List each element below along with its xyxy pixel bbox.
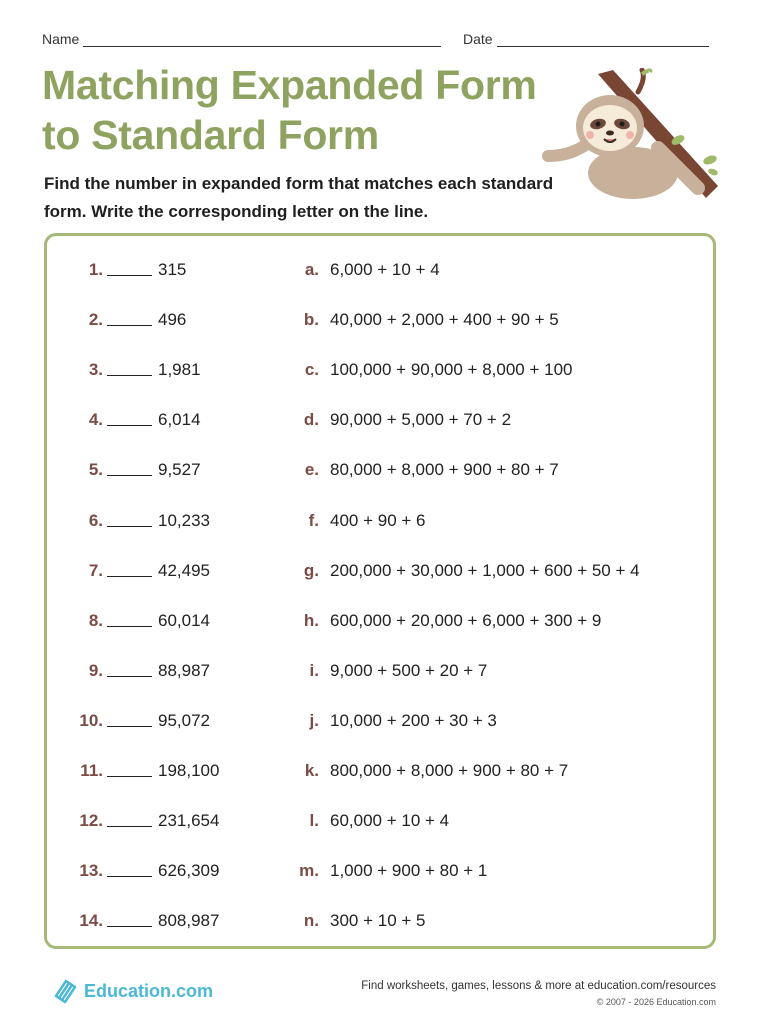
matching-row — [47, 856, 719, 886]
matching-row — [47, 405, 719, 435]
matching-row — [47, 355, 719, 385]
answer-blank[interactable] — [107, 576, 152, 577]
page-title: Matching Expanded Form to Standard Form — [42, 62, 537, 158]
answer-blank[interactable] — [107, 425, 152, 426]
standard-form-value: 1,981 — [158, 360, 201, 380]
item-number: 8. — [88, 610, 103, 630]
answer-blank[interactable] — [107, 926, 152, 927]
expanded-form-expression: 80,000 + 8,000 + 900 + 80 + 7 — [330, 460, 559, 480]
option-letter: e. — [304, 460, 319, 480]
answer-blank[interactable] — [107, 325, 152, 326]
expanded-form-expression: 1,000 + 900 + 80 + 1 — [330, 861, 488, 881]
answer-blank[interactable] — [107, 826, 152, 827]
item-number: 1. — [88, 260, 103, 279]
item-number: 2. — [88, 310, 103, 330]
expanded-form-expression: 6,000 + 10 + 4 — [330, 260, 440, 279]
option-letter: a. — [304, 260, 319, 279]
matching-row — [47, 255, 719, 285]
answer-blank[interactable] — [107, 726, 152, 727]
standard-form-value: 60,014 — [158, 610, 210, 630]
instructions: Find the number in expanded form that matches each standard form. Write the corresponding letter on the line. — [44, 174, 554, 221]
standard-form-value: 808,987 — [158, 911, 220, 931]
answer-blank[interactable] — [107, 876, 152, 877]
footer-tagline[interactable]: Find worksheets, games, lessons & more at education.com/resources — [361, 980, 716, 992]
option-letter: i. — [309, 660, 319, 680]
matching-row — [47, 556, 719, 586]
education-logo[interactable] — [50, 976, 213, 1006]
standard-form-value: 496 — [158, 310, 187, 330]
name-label: Name — [42, 31, 80, 47]
option-letter: c. — [304, 360, 319, 380]
option-letter: m. — [299, 861, 319, 881]
answer-blank[interactable] — [107, 776, 152, 777]
answer-blank[interactable] — [107, 626, 152, 627]
option-letter: d. — [303, 410, 319, 430]
standard-form-value: 88,987 — [158, 660, 210, 680]
option-letter: n. — [303, 911, 319, 931]
expanded-form-expression: 100,000 + 90,000 + 8,000 + 100 — [330, 360, 573, 380]
answer-blank[interactable] — [107, 475, 152, 476]
item-number: 14. — [79, 911, 103, 931]
date-label: Date — [463, 31, 493, 47]
option-letter: j. — [309, 710, 319, 730]
sloth-illustration — [538, 68, 728, 218]
standard-form-value: 9,527 — [158, 460, 201, 480]
option-letter: g. — [303, 560, 319, 580]
standard-form-value: 42,495 — [158, 560, 210, 580]
standard-form-value: 626,309 — [158, 861, 220, 881]
expanded-form-expression: 40,000 + 2,000 + 400 + 90 + 5 — [330, 310, 559, 330]
item-number: 4. — [88, 410, 103, 430]
matching-box — [44, 233, 716, 949]
matching-row — [47, 305, 719, 335]
option-letter: l. — [309, 811, 319, 831]
expanded-form-expression: 90,000 + 5,000 + 70 + 2 — [330, 410, 512, 430]
answer-blank[interactable] — [107, 526, 152, 527]
matching-row — [47, 906, 719, 936]
item-number: 12. — [79, 811, 103, 831]
answer-blank[interactable] — [107, 275, 152, 276]
name-field[interactable] — [42, 31, 441, 47]
item-number: 7. — [88, 560, 103, 580]
name-line[interactable] — [83, 32, 441, 47]
option-letter: b. — [303, 310, 319, 330]
standard-form-value: 231,654 — [158, 811, 220, 831]
item-number: 9. — [88, 660, 103, 680]
expanded-form-expression: 400 + 90 + 6 — [330, 510, 426, 530]
expanded-form-expression: 9,000 + 500 + 20 + 7 — [330, 660, 488, 680]
footer-copyright: © 2007 - 2026 Education.com — [596, 997, 716, 1007]
item-number: 3. — [88, 360, 103, 380]
expanded-form-expression: 800,000 + 8,000 + 900 + 80 + 7 — [330, 761, 569, 780]
pencil-logo-icon — [50, 976, 80, 1006]
matching-row — [47, 806, 719, 836]
expanded-form-expression: 60,000 + 10 + 4 — [330, 811, 450, 831]
standard-form-value: 95,072 — [158, 710, 210, 730]
item-number: 13. — [79, 861, 103, 881]
standard-form-value: 6,014 — [158, 410, 201, 430]
matching-row — [47, 756, 719, 786]
matching-row — [47, 606, 719, 636]
matching-row — [47, 706, 719, 736]
date-field[interactable] — [463, 31, 709, 47]
answer-blank[interactable] — [107, 676, 152, 677]
expanded-form-expression: 200,000 + 30,000 + 1,000 + 600 + 50 + 4 — [330, 560, 640, 580]
option-letter: k. — [304, 761, 319, 780]
option-letter: h. — [303, 610, 319, 630]
header-line — [42, 31, 716, 51]
standard-form-value: 198,100 — [158, 761, 220, 780]
answer-blank[interactable] — [107, 375, 152, 376]
standard-form-value: 10,233 — [158, 510, 210, 530]
logo-text: Education.com — [84, 980, 214, 1001]
item-number: 6. — [88, 510, 103, 530]
standard-form-value: 315 — [158, 260, 187, 279]
matching-row — [47, 455, 719, 485]
item-number: 10. — [79, 710, 103, 730]
expanded-form-expression: 600,000 + 20,000 + 6,000 + 300 + 9 — [330, 610, 602, 630]
matching-row — [47, 656, 719, 686]
option-letter: f. — [308, 510, 319, 530]
expanded-form-expression: 10,000 + 200 + 30 + 3 — [330, 710, 497, 730]
item-number: 11. — [80, 761, 103, 780]
date-line[interactable] — [497, 32, 709, 47]
matching-row — [47, 506, 719, 536]
expanded-form-expression: 300 + 10 + 5 — [330, 911, 426, 931]
item-number: 5. — [88, 460, 103, 480]
